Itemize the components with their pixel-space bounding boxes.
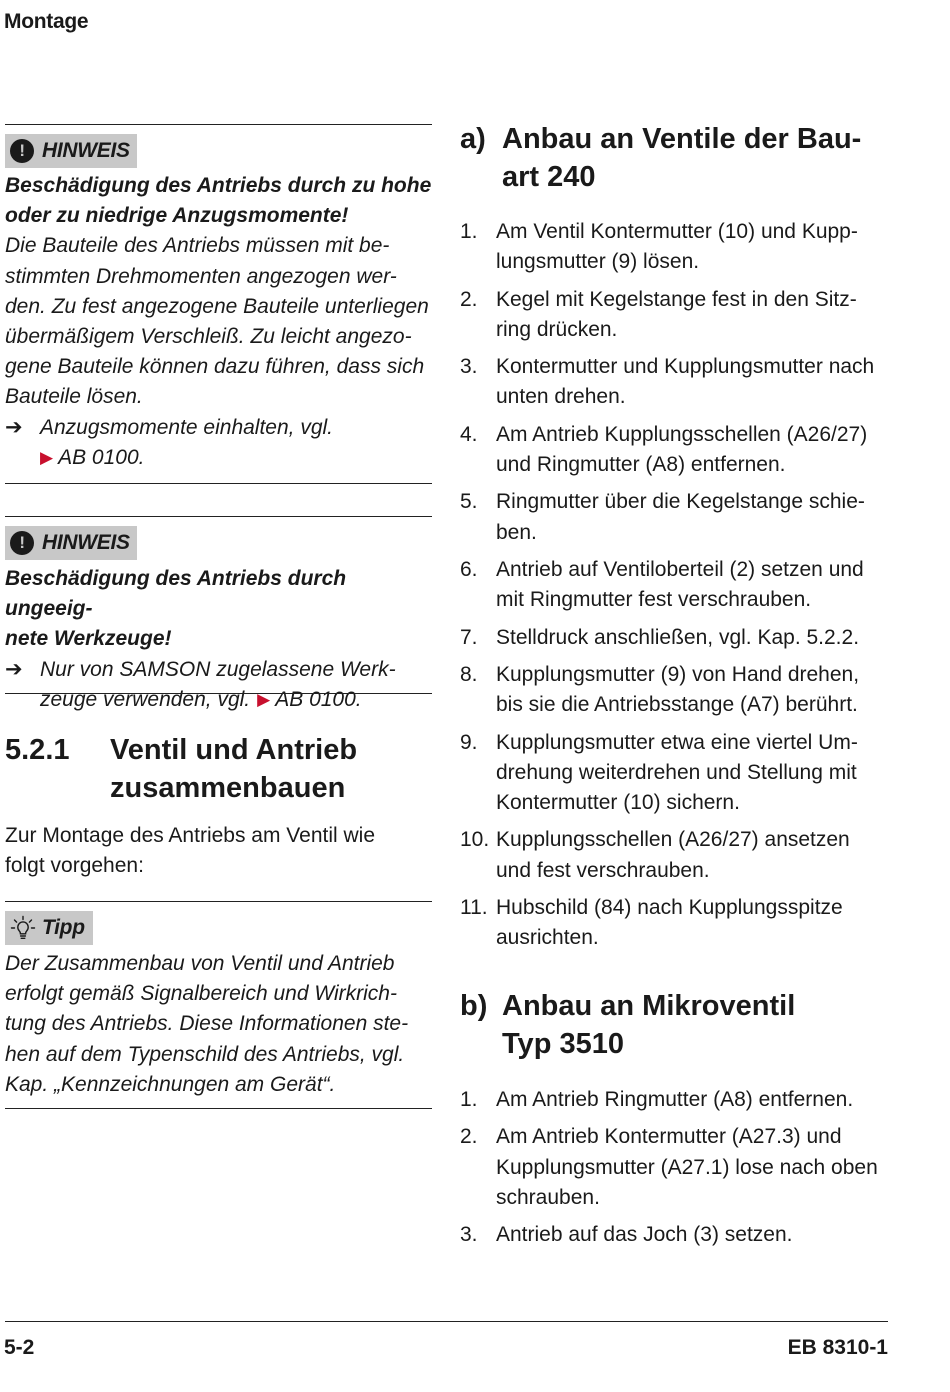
section-521-intro — [5, 821, 435, 881]
hinweis1-text-line: übermäßigem Verschleiß. Zu leicht angezo- — [5, 325, 412, 349]
step-number: 1. — [460, 220, 478, 243]
step-text-line: lungsmutter (9) lösen. — [496, 250, 700, 274]
section-a-letter: a) — [460, 123, 486, 155]
step-text-line: Am Antrieb Ringmutter (A8) entfernen. — [496, 1088, 854, 1111]
tipp-text-line: Kap. „Kennzeichnungen am Gerät“. — [5, 1072, 336, 1096]
hinweis1-bottom-rule — [5, 483, 432, 484]
tipp-text-line: hen auf dem Typenschild des Antriebs, vgl. — [5, 1042, 405, 1066]
step-text — [496, 1085, 900, 1115]
step-item — [460, 1085, 900, 1115]
step-text-line: drehung weiterdrehen und Stellung mit — [496, 760, 857, 784]
step-text — [496, 623, 900, 653]
tipp-top-rule — [5, 901, 432, 902]
tipp-bottom-rule — [5, 1108, 432, 1109]
step-number: 4. — [460, 422, 478, 446]
hinweis2-action-text: Nur von SAMSON zugelassene Werk- — [40, 657, 396, 681]
step-text-line: Hubschild (84) nach Kupplungsspitze — [496, 895, 843, 919]
arrow-right-icon: ➔ — [5, 415, 23, 439]
step-item — [460, 1122, 900, 1213]
step-text — [496, 555, 900, 615]
section-b-title-line2: Typ 3510 — [502, 1028, 624, 1060]
step-text-line: Antrieb auf das Joch (3) setzen. — [496, 1223, 793, 1247]
step-text — [496, 660, 900, 720]
section-521-title-line2: zusammenbauen — [110, 772, 346, 804]
page-number: 5-2 — [4, 1336, 35, 1359]
tipp-text-line: tung des Antriebs. Diese Informationen ste- — [5, 1012, 409, 1036]
running-header: Montage — [4, 10, 89, 33]
step-item — [460, 352, 900, 412]
hinweis2-action-text2: zeuge verwenden, vgl. — [40, 687, 251, 711]
hinweis1-title-line1: Beschädigung des Antriebs durch zu hohe — [5, 174, 432, 197]
step-item — [460, 1220, 900, 1250]
section-a-title-line1: Anbau an Ventile der Bau- — [502, 123, 862, 155]
section-a-steps — [460, 217, 900, 961]
hinweis1-label: HINWEIS — [42, 139, 130, 162]
hinweis1-title-line2: oder zu niedrige Anzugsmomente! — [5, 204, 349, 228]
triangle-right-icon: ▶ — [40, 447, 54, 467]
exclamation-icon: ! — [10, 139, 34, 163]
section-521-title-line1: Ventil und Antrieb — [110, 734, 358, 766]
step-item — [460, 623, 900, 653]
step-text — [496, 825, 900, 885]
section-b-letter: b) — [460, 990, 488, 1022]
hinweis1-text-line: Bauteile lösen. — [5, 385, 143, 409]
step-text-line: und Ringmutter (A8) entfernen. — [496, 452, 786, 476]
step-text — [496, 352, 900, 412]
tipp-label-box — [5, 911, 93, 945]
step-text-line: Am Ventil Kontermutter (10) und Kupp- — [496, 220, 858, 243]
step-item — [460, 825, 900, 885]
lightbulb-icon — [10, 915, 36, 941]
hinweis2-label: HINWEIS — [42, 531, 130, 554]
step-text-line: Kegel mit Kegelstange fest in den Sitz- — [496, 287, 857, 311]
hinweis1-action-ref[interactable]: AB 0100. — [58, 445, 145, 469]
step-item — [460, 660, 900, 720]
section-b-title-line1: Anbau an Mikroventil — [502, 990, 796, 1022]
step-text-line: Ringmutter über die Kegelstange schie- — [496, 490, 865, 514]
hinweis2-title-line2: nete Werkzeuge! — [5, 627, 172, 651]
tipp-label: Tipp — [42, 916, 85, 939]
step-number: 9. — [460, 730, 478, 754]
hinweis1-text-line: Die Bauteile des Antriebs müssen mit be- — [5, 234, 390, 258]
exclamation-icon: ! — [10, 531, 34, 555]
step-number: 2. — [460, 1125, 478, 1149]
hinweis2-label-box — [5, 526, 137, 560]
step-text-line: Kupplungsmutter etwa eine viertel Um- — [496, 730, 858, 754]
step-number: 1. — [460, 1088, 478, 1111]
step-item — [460, 487, 900, 547]
hinweis1-text-line: den. Zu fest angezogene Bauteile unterliegen — [5, 294, 429, 318]
step-number: 6. — [460, 557, 478, 581]
section-a-heading — [460, 120, 900, 196]
hinweis1-action-text: Anzugsmomente einhalten, vgl. — [40, 415, 334, 439]
step-text — [496, 728, 900, 819]
tipp-text-line: erfolgt gemäß Signalbereich und Wirkrich- — [5, 982, 397, 1006]
step-text-line: Antrieb auf Ventiloberteil (2) setzen und — [496, 557, 864, 581]
tipp-text-line: Der Zusammenbau von Ventil und Antrieb — [5, 952, 395, 975]
step-text-line: mit Ringmutter fest verschrauben. — [496, 588, 812, 612]
section-b-heading — [460, 987, 900, 1063]
hinweis1-text-line: gene Bauteile können dazu führen, dass sich — [5, 355, 425, 379]
step-text-line: schrauben. — [496, 1185, 600, 1209]
triangle-right-icon: ▶ — [257, 689, 271, 709]
hinweis2-action-ref[interactable]: AB 0100. — [275, 687, 362, 711]
step-item — [460, 555, 900, 615]
step-text-line: Kupplungsmutter (9) von Hand drehen, — [496, 662, 860, 686]
step-number: 3. — [460, 1223, 478, 1247]
section-521-heading — [5, 731, 435, 807]
step-number: 5. — [460, 490, 478, 514]
hinweis2-action — [5, 655, 435, 685]
step-number: 2. — [460, 287, 478, 311]
step-item — [460, 728, 900, 819]
step-text — [496, 893, 900, 953]
step-number: 3. — [460, 355, 478, 379]
step-text-line: Kontermutter und Kupplungsmutter nach — [496, 355, 875, 379]
intro-line1: Zur Montage des Antriebs am Ventil wie — [5, 824, 376, 847]
step-number: 10. — [460, 828, 490, 852]
step-item — [460, 217, 900, 277]
hinweis2-action-line2 — [5, 685, 435, 715]
step-text-line: unten drehen. — [496, 385, 626, 409]
hinweis2-top-rule — [5, 516, 432, 517]
hinweis1-label-box — [5, 134, 137, 168]
step-item — [460, 420, 900, 480]
step-text-line: Kontermutter (10) sichern. — [496, 790, 740, 814]
step-text — [496, 487, 900, 547]
step-text-line: Am Antrieb Kontermutter (A27.3) und — [496, 1125, 842, 1149]
step-item — [460, 285, 900, 345]
step-number: 11. — [460, 895, 488, 919]
section-a-title-line2: art 240 — [502, 161, 596, 193]
document-number: EB 8310-1 — [787, 1336, 888, 1359]
step-item — [460, 893, 900, 953]
section-521-number: 5.2.1 — [5, 734, 70, 766]
step-text — [496, 1220, 900, 1250]
section-b-steps — [460, 1085, 900, 1258]
hinweis1-top-rule — [5, 124, 432, 125]
hinweis1-action — [5, 413, 435, 443]
step-text — [496, 1122, 900, 1213]
step-text — [496, 420, 900, 480]
step-text-line: Kupplungsmutter (A27.1) lose nach oben — [496, 1155, 878, 1179]
hinweis1-action-ref-line — [5, 443, 435, 473]
hinweis1-body — [5, 171, 435, 473]
step-text-line: Stelldruck anschließen, vgl. Kap. 5.2.2. — [496, 625, 860, 649]
step-text-line: bis sie die Antriebsstange (A7) berührt. — [496, 693, 858, 717]
step-text-line: ben. — [496, 520, 537, 544]
step-text-line: ausrichten. — [496, 926, 599, 950]
step-text-line: und fest verschrauben. — [496, 858, 710, 882]
step-text-line: ring drücken. — [496, 317, 618, 341]
arrow-right-icon: ➔ — [5, 657, 23, 681]
step-number: 8. — [460, 662, 478, 686]
step-text-line: Am Antrieb Kupplungsschellen (A26/27) — [496, 422, 868, 446]
step-text — [496, 285, 900, 345]
hinweis1-text-line: stimmten Drehmomenten angezogen wer- — [5, 264, 397, 288]
step-text-line: Kupplungsschellen (A26/27) ansetzen — [496, 828, 850, 852]
step-text — [496, 217, 900, 277]
hinweis2-title-line1: Beschädigung des Antriebs durch ungeeig- — [5, 567, 347, 621]
footer-rule — [5, 1321, 888, 1322]
intro-line2: folgt vorgehen: — [5, 854, 144, 878]
tipp-body — [5, 949, 435, 1100]
hinweis2-bottom-rule — [5, 693, 432, 694]
step-number: 7. — [460, 625, 478, 649]
